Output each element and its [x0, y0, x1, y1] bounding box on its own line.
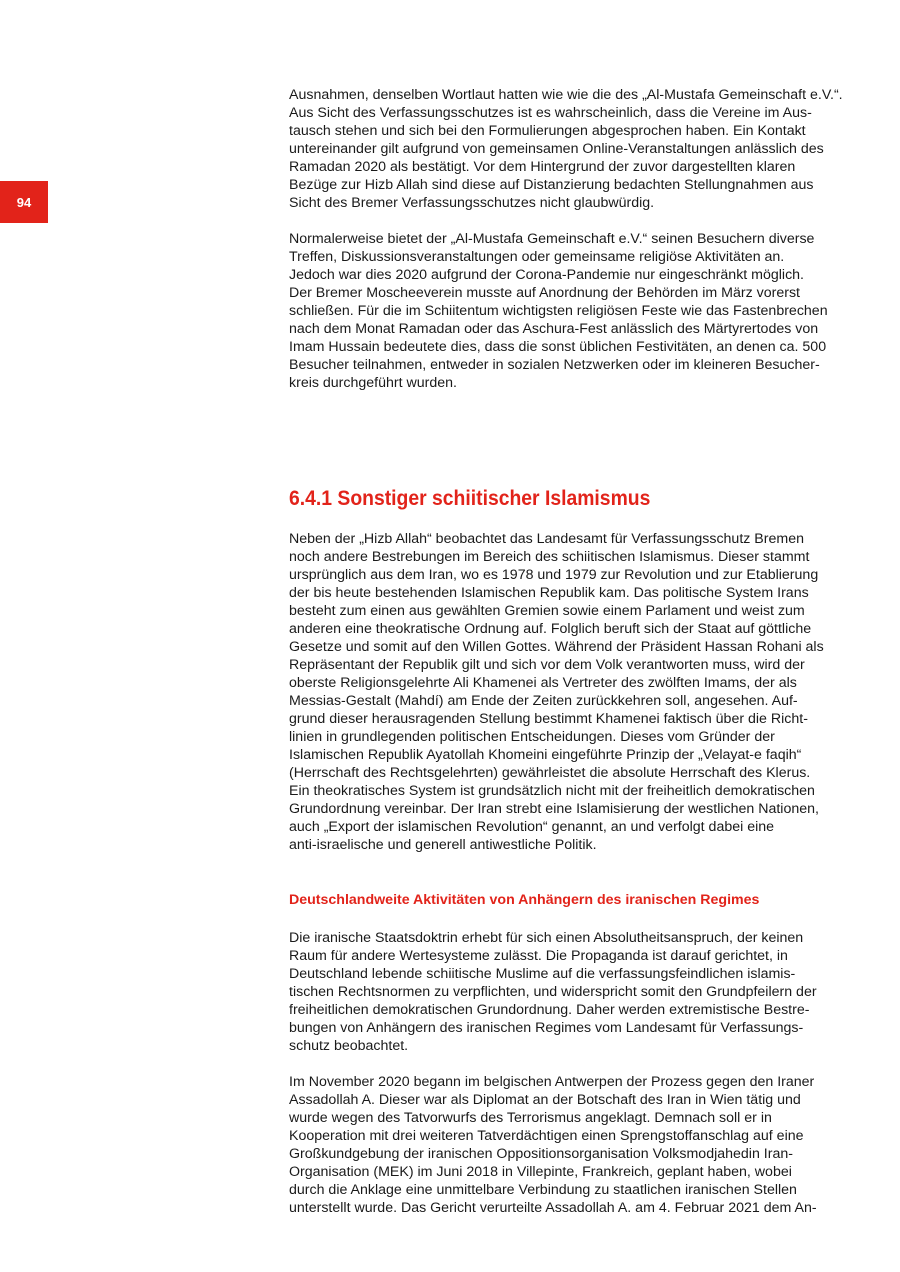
text-line: grund dieser herausragenden Stellung bestimmt Khamenei faktisch über die Richt-	[289, 711, 808, 727]
text-line: (Herrschaft des Rechtsgelehrten) gewährleistet die absolute Herrschaft des Klerus.	[289, 765, 811, 781]
text-line: Assadollah A. Dieser war als Diplomat an der Botschaft des Iran in Wien tätig und	[289, 1092, 801, 1108]
text-line: Besucher teilnahmen, entweder in sozialen Netzwerken oder im kleineren Besucher-	[289, 357, 820, 373]
paragraph	[289, 230, 849, 392]
text-line: Der Bremer Moscheeverein musste auf Anordnung der Behörden im März vorerst	[289, 285, 800, 301]
subsection-text	[289, 929, 849, 1217]
page-number: 94	[16, 194, 32, 210]
text-line: Jedoch war dies 2020 aufgrund der Corona-Pandemie nur eingeschränkt möglich.	[289, 267, 804, 283]
text-line: Normalerweise bietet der „Al-Mustafa Gemeinschaft e.V.“ seinen Besuchern diverse	[289, 231, 815, 247]
text-line: Ramadan 2020 als bestätigt. Vor dem Hintergrund der zuvor dargestellten klaren	[289, 159, 796, 175]
text-line: Neben der „Hizb Allah“ beobachtet das Landesamt für Verfassungsschutz Bremen	[289, 531, 804, 547]
text-line: unterstellt wurde. Das Gericht verurteilte Assadollah A. am 4. Februar 2021 dem An-	[289, 1200, 817, 1216]
text-line: Islamischen Republik Ayatollah Khomeini eingeführte Prinzip der „Velayat-e faqih“	[289, 747, 802, 763]
paragraph	[289, 1073, 849, 1217]
text-line: besteht zum einen aus gewählten Gremien sowie einem Parlament und weist zum	[289, 603, 805, 619]
section-title: 6.4.1 Sonstiger schiitischer Islamismus	[289, 486, 651, 510]
text-line: Grundordnung vereinbar. Der Iran strebt eine Islamisierung der westlichen Nationen,	[289, 801, 819, 817]
text-line: Sicht des Bremer Verfassungsschutzes nicht glaubwürdig.	[289, 195, 655, 211]
text-line: nach dem Monat Ramadan oder das Aschura-Fest anlässlich des Märtyrertodes von	[289, 321, 819, 337]
text-line: noch andere Bestrebungen im Bereich des schiitischen Islamismus. Dieser stammt	[289, 549, 810, 565]
text-line: Deutschland lebende schiitische Muslime auf die verfassungsfeindlichen islamis-	[289, 966, 796, 982]
text-line: Aus Sicht des Verfassungsschutzes ist es wahrscheinlich, dass die Vereine im Aus-	[289, 105, 812, 121]
text-line: schließen. Für die im Schiitentum wichtigsten religiösen Feste wie das Fastenbrechen	[289, 303, 828, 319]
text-line: Raum für andere Wertesysteme zulässt. Die Propaganda ist darauf gerichtet, in	[289, 948, 788, 964]
paragraph	[289, 929, 849, 1055]
text-line: wurde wegen des Tatvorwurfs des Terrorismus angeklagt. Demnach soll er in	[289, 1110, 772, 1126]
text-line: Messias-Gestalt (Mahdí) am Ende der Zeiten zurückkehren soll, angesehen. Auf-	[289, 693, 798, 709]
text-line: anderen eine theokratische Ordnung auf. Folglich beruft sich der Staat auf göttliche	[289, 621, 812, 637]
text-line: schutz beobachtet.	[289, 1038, 409, 1054]
page-number-tab	[0, 181, 48, 223]
text-line: bungen von Anhängern des iranischen Regimes vom Landesamt für Verfassungs-	[289, 1020, 804, 1036]
text-line: untereinander gilt aufgrund von gemeinsamen Online-Veranstaltungen anlässlich des	[289, 141, 824, 157]
text-line: der bis heute bestehenden Islamischen Republik kam. Das politische System Irans	[289, 585, 809, 601]
text-line: Imam Hussain bedeutete dies, dass die sonst üblichen Festivitäten, an denen ca. 500	[289, 339, 827, 355]
text-line: linien in grundlegenden politischen Entscheidungen. Dieses vom Gründer der	[289, 729, 775, 745]
text-line: anti-israelische und generell antiwestliche Politik.	[289, 837, 597, 853]
text-line: Großkundgebung der iranischen Oppositionsorganisation Volksmodjahedin Iran-	[289, 1146, 793, 1162]
text-line: Die iranische Staatsdoktrin erhebt für sich einen Absolutheitsanspruch, der keinen	[289, 930, 804, 946]
text-line: oberste Religionsgelehrte Ali Khamenei als Vertreter des zwölften Imams, der als	[289, 675, 797, 691]
text-line: ursprünglich aus dem Iran, wo es 1978 und 1979 zur Revolution und zur Etablierung	[289, 567, 819, 583]
text-line: Gesetze und somit auf den Willen Gottes. Während der Präsident Hassan Rohani als	[289, 639, 824, 655]
text-line: Im November 2020 begann im belgischen Antwerpen der Prozess gegen den Iraner	[289, 1074, 815, 1090]
text-line: Treffen, Diskussionsveranstaltungen oder gemeinsame religiöse Aktivitäten an.	[289, 249, 785, 265]
section-text	[289, 530, 849, 854]
text-line: kreis durchgeführt wurden.	[289, 375, 457, 391]
text-line: Bezüge zur Hizb Allah sind diese auf Distanzierung bedachten Stellungnahmen aus	[289, 177, 814, 193]
text-line: durch die Anklage eine unmittelbare Verbindung zu staatlichen iranischen Stellen	[289, 1182, 797, 1198]
text-line: tausch stehen und sich bei den Formulierungen abgesprochen haben. Ein Kontakt	[289, 123, 806, 139]
paragraph	[289, 86, 849, 212]
text-line: tischen Rechtsnormen zu verpflichten, und widerspricht somit den Grundpfeilern der	[289, 984, 817, 1000]
text-line: Ein theokratisches System ist grundsätzlich nicht mit der freiheitlich demokratischen	[289, 783, 815, 799]
subheading: Deutschlandweite Aktivitäten von Anhängern des iranischen Regimes	[289, 892, 760, 908]
text-line: Repräsentant der Republik gilt und sich vor dem Volk verantworten muss, wird der	[289, 657, 805, 673]
paragraph	[289, 530, 849, 854]
intro-text	[289, 86, 849, 392]
text-line: freiheitlichen demokratischen Grundordnung. Daher werden extremistische Bestre-	[289, 1002, 810, 1018]
text-line: Kooperation mit drei weiteren Tatverdächtigen einen Sprengstoffanschlag auf eine	[289, 1128, 804, 1144]
text-line: Organisation (MEK) im Juni 2018 in Villepinte, Frankreich, geplant haben, wobei	[289, 1164, 792, 1180]
text-line: Ausnahmen, denselben Wortlaut hatten wie wie die des „Al-Mustafa Gemeinschaft e.V.“.	[289, 87, 843, 103]
text-line: auch „Export der islamischen Revolution“ genannt, an und verfolgt dabei eine	[289, 819, 775, 835]
